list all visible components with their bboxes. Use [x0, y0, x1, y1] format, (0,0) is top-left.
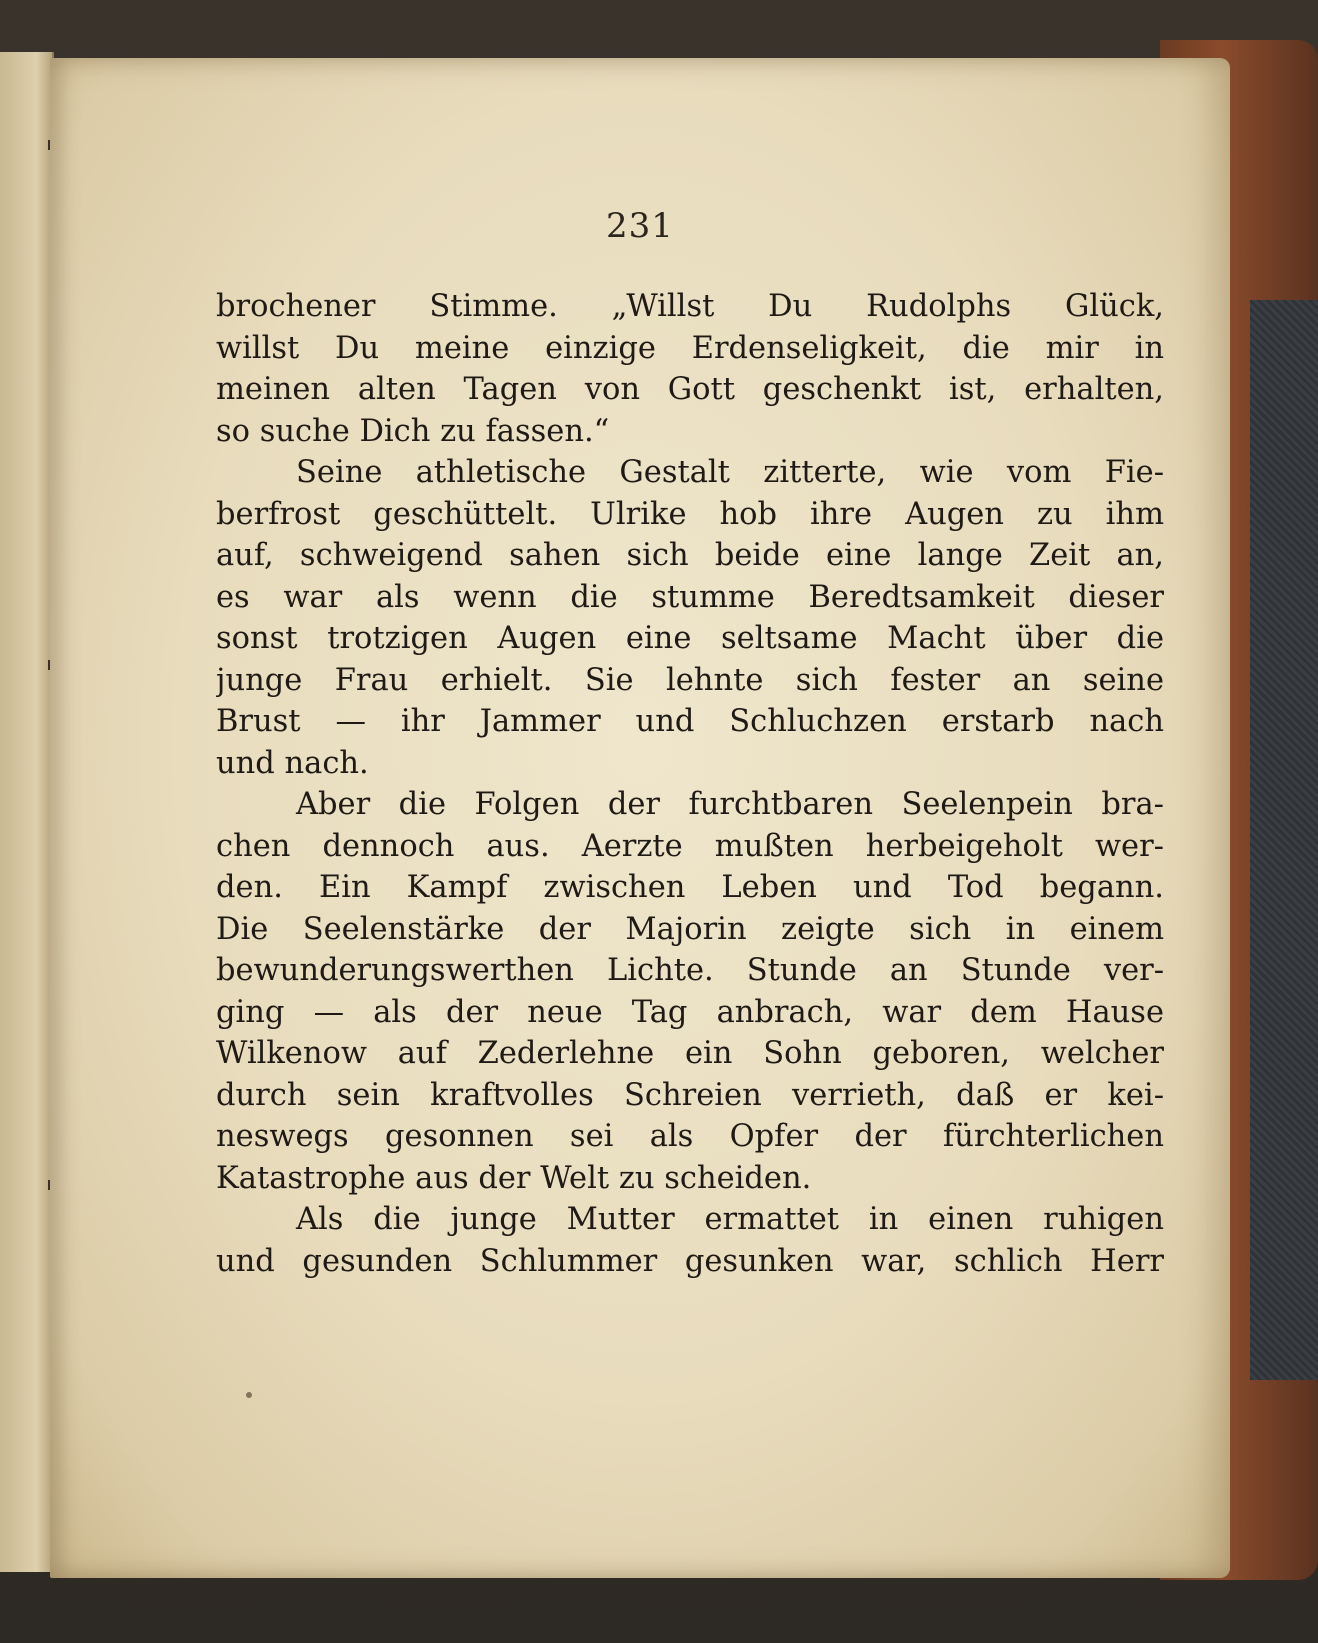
- text-line: Seine athletische Gestalt zitterte, wie vom Fie-: [296, 455, 1164, 490]
- text-line: sonst trotzigen Augen eine seltsame Macht über die: [216, 621, 1164, 656]
- text-line: bewunderungswerthen Lichte. Stunde an Stunde ver-: [216, 953, 1164, 988]
- book-page: [50, 58, 1230, 1578]
- text-line: Als die junge Mutter ermattet in einen ruhigen: [296, 1202, 1164, 1237]
- text-line: und gesunden Schlummer gesunken war, schlich Herr: [216, 1243, 1164, 1279]
- text-line: so suche Dich zu fassen.“: [216, 413, 610, 449]
- page-body-text: [216, 286, 1164, 1282]
- previous-page-edge: [0, 52, 54, 1572]
- page-number: 231: [606, 206, 674, 246]
- text-line: Katastrophe aus der Welt zu scheiden.: [216, 1160, 812, 1196]
- text-line: den. Ein Kampf zwischen Leben und Tod begann.: [216, 870, 1164, 905]
- text-line: Brust — ihr Jammer und Schluchzen erstarb nach: [216, 704, 1164, 739]
- text-line: ging — als der neue Tag anbrach, war dem Hause: [216, 994, 1164, 1030]
- text-line: chen dennoch aus. Aerzte mußten herbeigeholt wer-: [216, 828, 1164, 864]
- text-line: brochener Stimme. „Willst Du Rudolphs Glück,: [216, 289, 1164, 324]
- text-line: Die Seelenstärke der Majorin zeigte sich in einem: [216, 911, 1164, 947]
- text-line: willst Du meine einzige Erdenseligkeit, die mir in: [216, 330, 1164, 366]
- text-line: Wilkenow auf Zederlehne ein Sohn geboren, welcher: [216, 1036, 1164, 1071]
- text-line: meinen alten Tagen von Gott geschenkt ist, erhalten,: [216, 372, 1164, 407]
- text-line: es war als wenn die stumme Beredtsamkeit dieser: [216, 579, 1164, 615]
- text-line: auf, schweigend sahen sich beide eine lange Zeit an,: [216, 538, 1164, 573]
- text-line: neswegs gesonnen sei als Opfer der fürchterlichen: [216, 1119, 1164, 1154]
- paper-speck: [246, 1392, 252, 1398]
- cover-cloth-strip: [1250, 300, 1318, 1380]
- text-line: durch sein kraftvolles Schreien verrieth, daß er kei-: [216, 1077, 1164, 1113]
- text-line: Aber die Folgen der furchtbaren Seelenpein bra-: [296, 787, 1164, 822]
- text-line: junge Frau erhielt. Sie lehnte sich fester an seine: [216, 662, 1164, 698]
- text-line: und nach.: [216, 745, 369, 781]
- text-line: berfrost geschüttelt. Ulrike hob ihre Augen zu ihm: [216, 496, 1164, 532]
